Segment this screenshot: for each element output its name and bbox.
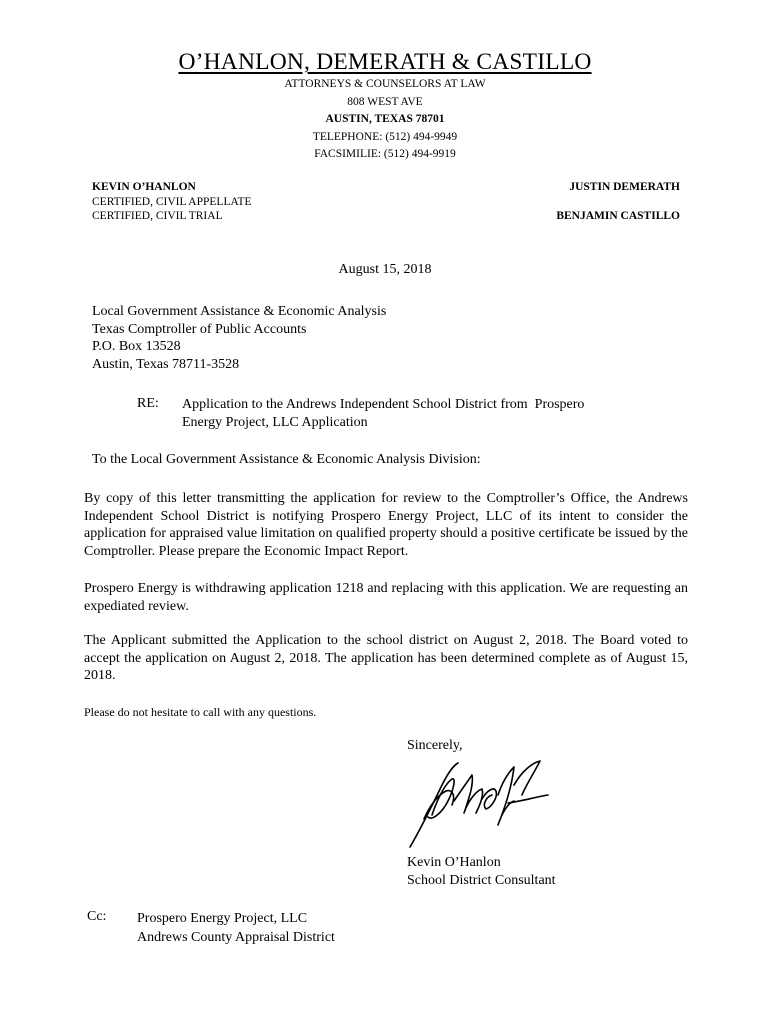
attorney-cert-trial: CERTIFIED, CIVIL TRIAL: [92, 210, 223, 222]
cc-label: Cc:: [87, 909, 107, 924]
attorney-cert-appellate: CERTIFIED, CIVIL APPELLATE: [92, 195, 252, 208]
recipient-line-2: Texas Comptroller of Public Accounts: [92, 321, 307, 337]
firm-telephone: TELEPHONE: (512) 494-9949: [312, 130, 458, 143]
firm-name: O’HANLON, DEMERATH & CASTILLO: [178, 49, 592, 75]
recipient-line-1: Local Government Assistance & Economic Analysis: [92, 304, 387, 319]
recipient-address: [92, 303, 386, 373]
letter-date: August 15, 2018: [338, 262, 432, 277]
re-subject-line-2: Energy Project, LLC Application: [182, 414, 368, 430]
cc-list: [137, 909, 335, 947]
cc-recipient-1: Prospero Energy Project, LLC: [137, 911, 308, 926]
recipient-line-3: P.O. Box 13528: [92, 339, 181, 354]
firm-street: 808 WEST AVE: [347, 95, 423, 108]
attorneys-right: [556, 180, 680, 224]
signer-name: Kevin O’Hanlon: [407, 855, 501, 870]
body-paragraph-4: Please do not hesitate to call with any questions.: [84, 705, 317, 719]
re-subject: [182, 396, 642, 431]
cc-recipient-2: Andrews County Appraisal District: [137, 930, 335, 945]
re-label: RE:: [137, 396, 159, 411]
firm-city: AUSTIN, TEXAS 78701: [325, 113, 445, 125]
body-paragraph-2: Prospero Energy is withdrawing application 1218 and replacing with this application. We are requesting an expediated review.: [84, 581, 688, 614]
attorney-name-ohanlon: KEVIN O’HANLON: [92, 181, 196, 193]
closing: Sincerely,: [407, 738, 463, 753]
body-paragraph-1: By copy of this letter transmitting the application for review to the Comptroller’s Office, the Andrews Independent School District is notifying Prospero Energy Project, LLC of its intent to consider the application for appraised value limitation on qualified property should a positive certificate be issued by the Comptroller. Please prepare the Economic Impact Report.: [84, 491, 688, 559]
signer-title: School District Consultant: [407, 873, 556, 888]
firm-subtitle: ATTORNEYS & COUNSELORS AT LAW: [284, 78, 486, 90]
firm-facsimile: FACSIMILIE: (512) 494-9919: [314, 148, 456, 160]
recipient-line-4: Austin, Texas 78711-3528: [92, 356, 240, 372]
letterhead: [0, 48, 770, 164]
signer-block: [407, 854, 556, 890]
body-paragraph-3: The Applicant submitted the Application to the school district on August 2, 2018. The Board voted to accept the application on August 2, 2018. The application has been determined complete as of August 15, 2018.: [84, 633, 688, 683]
re-subject-line-1: Application to the Andrews Independent School District from Prospero: [182, 397, 585, 412]
attorney-name-castillo: BENJAMIN CASTILLO: [556, 210, 680, 222]
attorneys-left: [92, 180, 252, 224]
signature-image: [402, 755, 552, 850]
salutation: To the Local Government Assistance & Economic Analysis Division:: [92, 452, 481, 467]
attorney-name-demerath: JUSTIN DEMERATH: [569, 181, 680, 193]
